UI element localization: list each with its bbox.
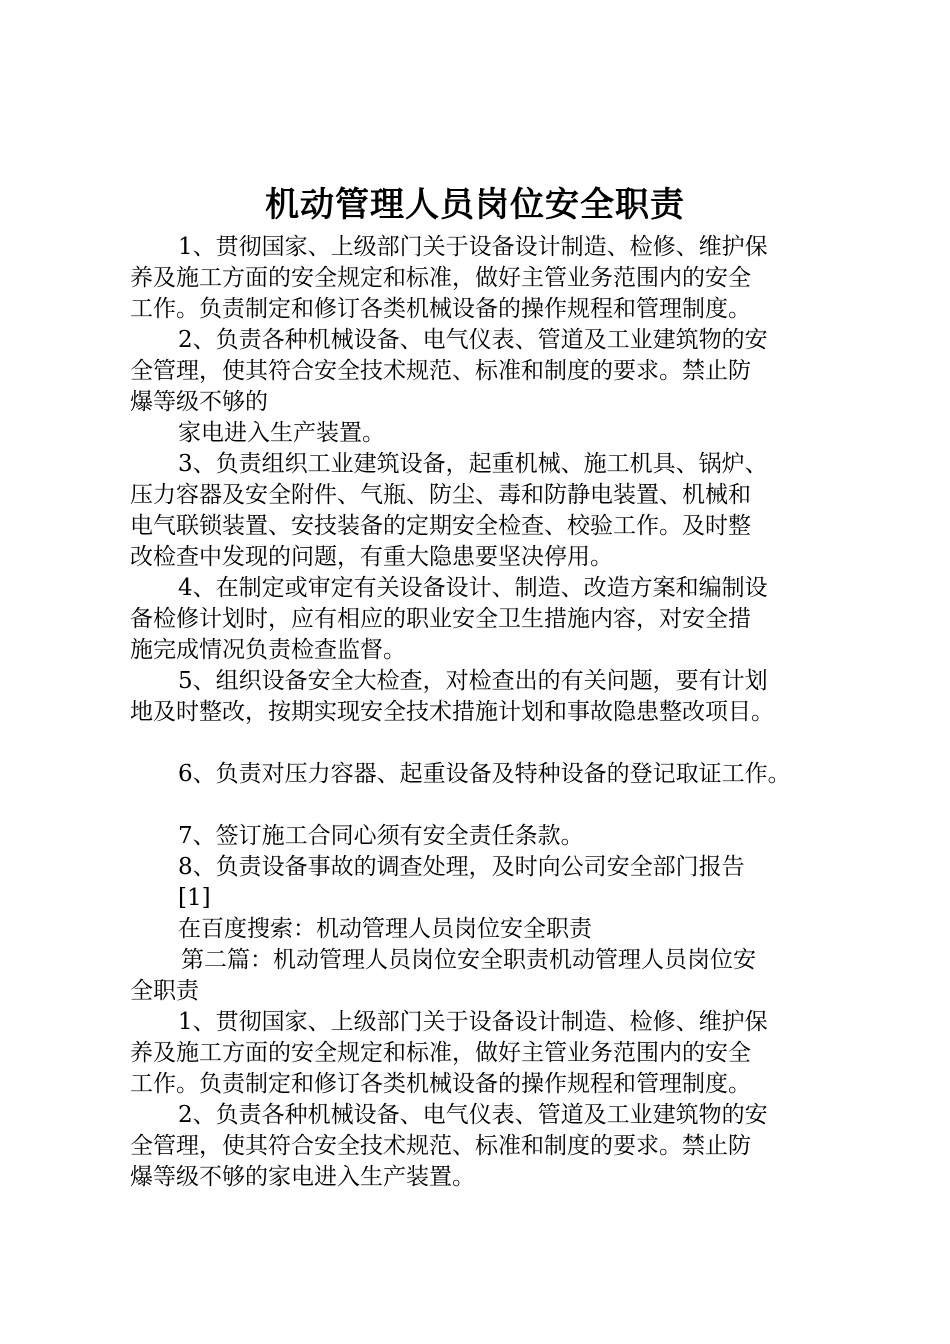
paragraph-line: 养及施工方面的安全规定和标准，做好主管业务范围内的安全 bbox=[130, 1040, 751, 1066]
paragraph-line: 爆等级不够的家电进入生产装置。 bbox=[130, 1164, 475, 1190]
paragraph-line: 全管理，使其符合安全技术规范、标准和制度的要求。禁止防 bbox=[130, 1133, 751, 1159]
section-heading-line: 全职责 bbox=[130, 978, 199, 1004]
paragraph-line: 8、负责设备事故的调查处理，及时向公司安全部门报告 bbox=[178, 854, 745, 880]
paragraph-line: 2、负责各种机械设备、电气仪表、管道及工业建筑物的安 bbox=[178, 327, 768, 353]
paragraph-line: 5、组织设备安全大检查，对检查出的有关问题，要有计划 bbox=[178, 668, 768, 694]
paragraph-line: 改检查中发现的问题，有重大隐患要坚决停用。 bbox=[130, 544, 613, 570]
paragraph-line: 养及施工方面的安全规定和标准，做好主管业务范围内的安全 bbox=[130, 265, 751, 291]
paragraph-line: 备检修计划时，应有相应的职业安全卫生措施内容，对安全措 bbox=[130, 606, 751, 632]
paragraph-line: 3、负责组织工业建筑设备，起重机械、施工机具、锅炉、 bbox=[178, 451, 768, 477]
paragraph-line: 施完成情况负责检查监督。 bbox=[130, 637, 406, 663]
paragraph-line: 7、签订施工合同心须有安全责任条款。 bbox=[178, 823, 584, 849]
paragraph-line: 1、贯彻国家、上级部门关于设备设计制造、检修、维护保 bbox=[178, 1009, 768, 1035]
paragraph-line: 工作。负责制定和修订各类机械设备的操作规程和管理制度。 bbox=[130, 1071, 751, 1097]
document-title: 机动管理人员岗位安全职责 bbox=[265, 185, 685, 225]
paragraph-line: 电气联锁装置、安技装备的定期安全检查、校验工作。及时整 bbox=[130, 513, 751, 539]
search-hint-line: 在百度搜索：机动管理人员岗位安全职责 bbox=[178, 916, 592, 942]
paragraph-line: 2、负责各种机械设备、电气仪表、管道及工业建筑物的安 bbox=[178, 1102, 768, 1128]
paragraph-gap bbox=[130, 790, 830, 821]
paragraph-line: 工作。负责制定和修订各类机械设备的操作规程和管理制度。 bbox=[130, 296, 751, 322]
paragraph-line: 6、负责对压力容器、起重设备及特种设备的登记取证工作。 bbox=[178, 761, 791, 787]
paragraph-line: 家电进入生产装置。 bbox=[178, 420, 385, 446]
section-heading-line: 第二篇：机动管理人员岗位安全职责机动管理人员岗位安 bbox=[181, 947, 756, 973]
document-body bbox=[130, 232, 830, 1193]
paragraph-line: 压力容器及安全附件、气瓶、防尘、毒和防静电装置、机械和 bbox=[130, 482, 751, 508]
paragraph-line: 爆等级不够的 bbox=[130, 389, 268, 415]
paragraph-line: 1、贯彻国家、上级部门关于设备设计制造、检修、维护保 bbox=[178, 234, 768, 260]
paragraph-gap bbox=[130, 728, 830, 759]
paragraph-line: 地及时整改，按期实现安全技术措施计划和事故隐患整改项目。 bbox=[130, 699, 774, 725]
paragraph-line: [1] bbox=[178, 885, 211, 911]
paragraph-line: 4、在制定或审定有关设备设计、制造、改造方案和编制设 bbox=[178, 575, 768, 601]
paragraph-line: 全管理，使其符合安全技术规范、标准和制度的要求。禁止防 bbox=[130, 358, 751, 384]
